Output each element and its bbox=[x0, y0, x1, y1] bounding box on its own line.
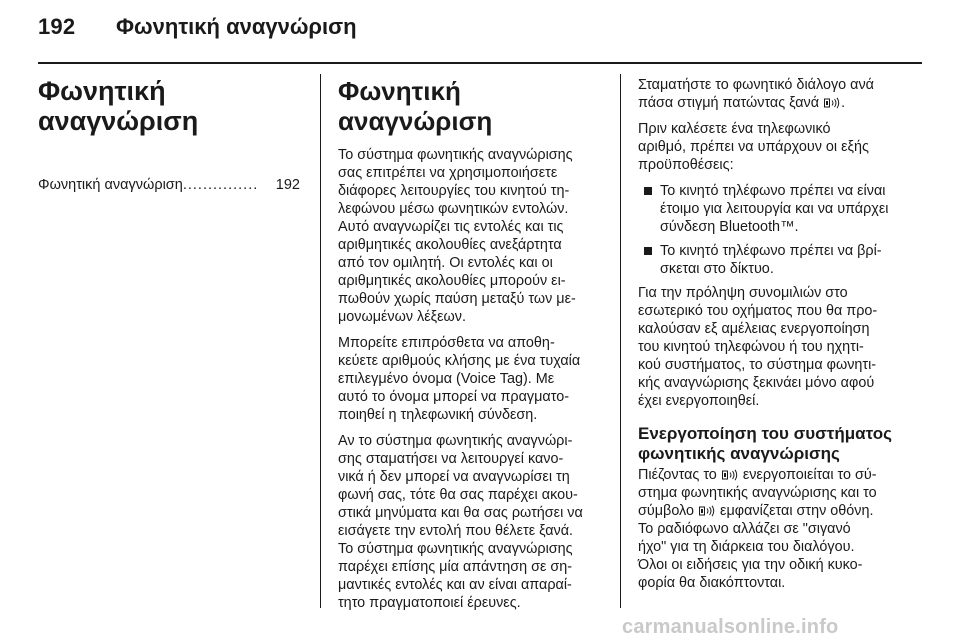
main-column bbox=[338, 76, 606, 620]
subsection-title: Ενεργοποίηση του συστήματος φωνητικής αναγνώρισης bbox=[638, 424, 892, 463]
list-item: Το κινητό τηλέφωνο πρέπει να βρί- σκεται στο δίκτυο. bbox=[638, 242, 910, 278]
voice-command-icon bbox=[699, 505, 715, 517]
toc-entry[interactable] bbox=[38, 176, 300, 194]
paragraph: Πριν καλέσετε ένα τηλεφωνικό αριθμό, πρέπει να υπάρχουν οι εξής προϋποθέσεις: bbox=[638, 121, 869, 173]
bullet-square-icon bbox=[644, 247, 652, 255]
voice-command-icon bbox=[824, 97, 840, 109]
paragraph: Μπορείτε επιπρόσθετα να αποθη- κεύετε αριθμούς κλήσης με ένα τυχαία επιλεγμένο όνομα (Voice Tag). Με αυτό το όνομα μπορεί να πραγματο- ποιηθεί η τηλεφωνική σύνδεση. bbox=[338, 335, 581, 423]
section-title: Φωνητική αναγνώριση bbox=[338, 76, 493, 136]
paragraph: Πιέζοντας το ενεργοποιείται το σύ- στημα φωνητικής αναγνώρισης και το σύμβολο εμφανίζεται στην οθόνη. Το ραδιόφωνο αλλάζει σε "σιγανό ήχο" για τη διάρκεια του διαλόγου. Όλοι οι ειδήσεις για την οδική κυκο- φορία θα διακόπτονται. bbox=[638, 467, 877, 591]
toc-entry-page: 192 bbox=[275, 177, 300, 193]
page-header bbox=[0, 0, 960, 64]
column-divider bbox=[620, 74, 621, 608]
running-title: Φωνητική αναγνώριση bbox=[116, 14, 357, 39]
page-number: 192 bbox=[38, 14, 76, 39]
column-divider bbox=[320, 74, 321, 608]
paragraph: Για την πρόληψη συνομιλιών στο εσωτερικό του οχήματος που θα προ- καλούσαν εξ αμέλειας ενεργοποίηση του κινητού τηλεφώνου ή του ηχητι- κού συστήματος, το σύστημα φωνητι- κής αναγνώρισης ξεκινάει μόνο αφού έχει ενεργοποιηθεί. bbox=[638, 285, 878, 409]
chapter-sidebar bbox=[38, 76, 300, 194]
paragraph: Σταματήστε το φωνητικό διάλογο ανά πάσα στιγμή πατώντας ξανά . bbox=[638, 77, 874, 111]
paragraph: Το σύστημα φωνητικής αναγνώρισης σας επιτρέπει να χρησιμοποιήσετε διάφορες λειτουργίες του κινητού τη- λεφώνου μέσω φωνητικών εντολών. Αυτό αναγνωρίζει τις εντολές και τις αριθμητικές ακολουθίες ανεξάρτητα από τον ομιλητή. Οι εντολές και οι αριθμητικές ακολουθίες μπορούν ει- πωθούν χωρίς παύση μεταξύ των με- μονωμένων λέξεων. bbox=[338, 147, 576, 325]
voice-command-icon bbox=[722, 469, 738, 481]
prerequisite-list bbox=[638, 182, 910, 278]
watermark: carmanualsonline.info bbox=[622, 616, 839, 638]
list-item: Το κινητό τηλέφωνο πρέπει να είναι έτοιμο για λειτουργία και να υπάρχει σύνδεση Bluetooth™. bbox=[638, 182, 910, 236]
right-column bbox=[638, 76, 910, 600]
header-rule bbox=[38, 62, 922, 64]
toc-entry-label: Φωνητική αναγνώριση bbox=[38, 177, 183, 193]
paragraph: Αν το σύστημα φωνητικής αναγνώρι- σης σταματήσει να λειτουργεί κανο- νικά ή δεν μπορεί να αναγνωρίσει τη φωνή σας, τότε θα σας παρέχει ακου- στικά μηνύματα και θα σας ρωτήσει να εισάγετε την εντολή που θέλετε ξανά. Το σύστημα φωνητικής αναγνώρισης παρέχει επίσης μία απάντηση σε ση- μαντικές εντολές και αν είναι απαραί- τητο πραγματοποιεί έρευνες. bbox=[338, 433, 583, 611]
bullet-square-icon bbox=[644, 187, 652, 195]
toc-leader-dots: ............... bbox=[182, 177, 259, 193]
chapter-title: Φωνητική αναγνώριση bbox=[38, 76, 199, 136]
